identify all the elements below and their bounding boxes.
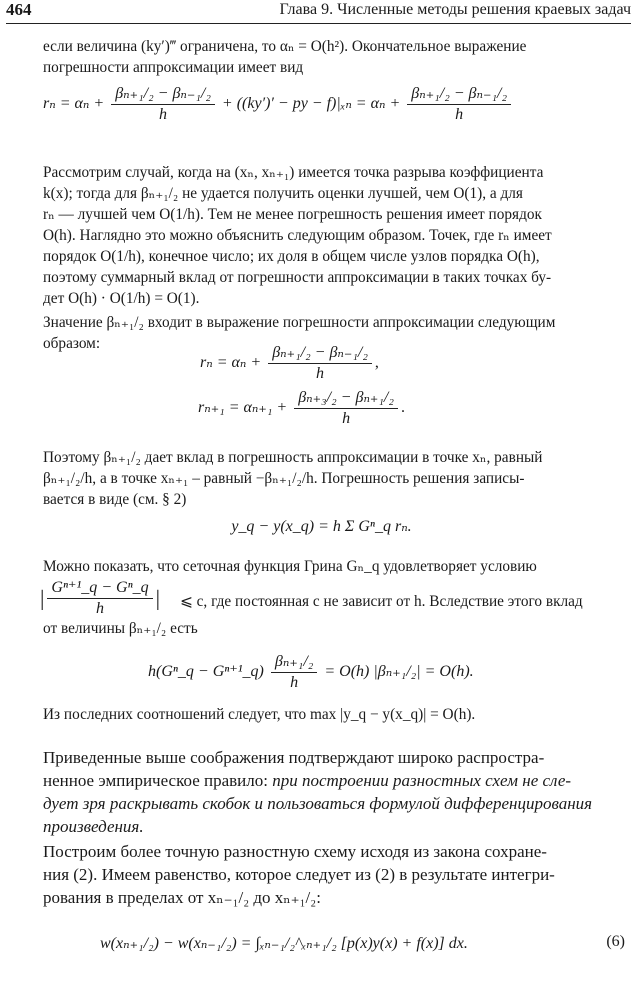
text-line: Поэтому βₙ₊₁/₂ дает вклад в погрешность аппроксимации в точке xₙ, равный (43, 449, 543, 466)
fraction-numerator: βₙ₊₃/₂ − βₙ₊₁/₂ (294, 388, 398, 409)
formula-error: y_q − y(x_q) = h Σ Gⁿ_q rₙ. (231, 518, 412, 535)
formula-conservation: w(xₙ₊₁/₂) − w(xₙ₋₁/₂) = ∫ₓₙ₋₁/₂^ₓₙ₊₁/₂ [p(x)y(x) + f(x)] dx. (100, 935, 468, 952)
fraction-numerator: Gⁿ⁺¹_q − Gⁿ_q (47, 578, 152, 599)
text-line: вается в виде (см. § 2) (43, 491, 187, 508)
formula-green-bound: | $\frac{\text{Gⁿ⁺¹\_q − Gⁿ\_q}}{h}$ | (40, 579, 161, 617)
text-line: произведения. (43, 817, 144, 836)
fraction-denominator: h (342, 410, 351, 427)
fraction-numerator: βₙ₊₁/₂ − βₙ₋₁/₂ (268, 343, 372, 364)
fraction-denominator: h (316, 365, 325, 382)
formula-residual (43, 84, 514, 125)
emphasis-span: при построении разностных схем не сле- (272, 771, 572, 790)
fraction (271, 652, 317, 693)
text-line: Рассмотрим случай, когда на (xₙ, xₙ₊₁) имеется точка разрыва коэффициента (43, 164, 544, 181)
page-number: 464 (6, 0, 32, 19)
text-line: Приведенные выше соображения подтверждают широко распростра- (43, 748, 545, 767)
chapter-title: Глава 9. Численные методы решения краевых задач (279, 1, 631, 18)
formula-part: h(Gⁿ_q − Gⁿ⁺¹_q) (148, 663, 264, 681)
text-line: погрешности аппроксимации имеет вид (43, 59, 304, 76)
formula-part: + ((ky′)′ − py − f)|ₓₙ = αₙ + (221, 95, 401, 113)
text-line (43, 769, 628, 792)
text-line: дет O(h) · O(1/h) = O(1). (43, 290, 200, 307)
fraction (294, 388, 398, 429)
text-span: ненное эмпирическое правило: (43, 771, 273, 790)
fraction (111, 84, 215, 125)
fraction-numerator: βₙ₊₁/₂ (271, 652, 317, 673)
text-line: rₙ — лучшей чем O(1/h). Тем не менее погрешность решения имеет порядок (43, 206, 542, 223)
fraction (407, 84, 511, 125)
fraction-denominator: h (455, 106, 464, 123)
text-line: порядок O(1/h), конечное число; их доля в общем числе узлов порядка O(h), (43, 248, 540, 265)
fraction-denominator: h (159, 106, 168, 123)
fraction (268, 343, 372, 384)
text-line: рования в пределах от xₙ₋₁/₂ до xₙ₊₁/₂: (43, 888, 321, 907)
text-line: Можно показать, что сеточная функция Грина Gₙ_q удовлетворяет условию (43, 558, 537, 575)
page-header (6, 0, 631, 22)
text-line: образом: (43, 335, 101, 352)
formula-rn: rₙ = αₙ + $\frac{\text{βₙ₊₁/₂ − βₙ₋₁/₂}}{h}$ , (200, 344, 379, 382)
fraction-numerator: βₙ₊₁/₂ − βₙ₋₁/₂ (111, 84, 215, 105)
fraction-denominator: h (96, 600, 105, 617)
header-rule (6, 23, 631, 24)
text-line: O(h). Наглядно это можно объяснить следующим образом. Точек, где rₙ имеет (43, 227, 552, 244)
text-line: поэтому суммарный вклад от погрешности аппроксимации в таких точках бу- (43, 269, 552, 286)
formula-part: rₙ = αₙ + (200, 354, 262, 372)
text-line: ния (2). Имеем равенство, которое следует из (2) в результате интегри- (43, 865, 555, 884)
text-line: от величины βₙ₊₁/₂ есть (43, 620, 198, 637)
formula-part: = O(h) |βₙ₊₁/₂| = O(h). (324, 663, 474, 681)
text-line: Из последних соотношений следует, что max |y_q − y(x_q)| = O(h). (43, 706, 476, 723)
text-line: Значение βₙ₊₁/₂ входит в выражение погрешности аппроксимации следующим (43, 314, 556, 331)
formula-part: rₙ₊₁ = αₙ₊₁ + (198, 399, 288, 417)
text-line: дует зря раскрывать скобок и пользоваться формулой дифференцирования (43, 794, 593, 813)
fraction-numerator: βₙ₊₁/₂ − βₙ₋₁/₂ (407, 84, 511, 105)
fraction-denominator: h (290, 674, 299, 691)
equation-number: (6) (606, 933, 625, 950)
text-line: ⩽ c, где постоянная c не зависит от h. Вследствие этого вклад (180, 593, 583, 610)
fraction (47, 578, 152, 619)
formula-rn1: rₙ₊₁ = αₙ₊₁ + $\frac{\text{βₙ₊₃/₂ − βₙ₊₁/₂}}{h}$ . (198, 389, 405, 427)
text-line: βₙ₊₁/₂/h, а в точке xₙ₊₁ – равный −βₙ₊₁/₂/h. Погрешность решения записы- (43, 470, 525, 487)
formula-part: rₙ = αₙ + (43, 95, 105, 113)
text-line: k(x); тогда для βₙ₊₁/₂ не удается получить оценки лучшей, чем O(1), а для (43, 185, 523, 202)
formula-contribution (148, 652, 474, 693)
text-line: если величина (ky′)‴ ограничена, то αₙ = O(h²). Окончательное выражение (43, 38, 527, 55)
text-line: Построим более точную разностную схему исходя из закона сохране- (43, 842, 547, 861)
